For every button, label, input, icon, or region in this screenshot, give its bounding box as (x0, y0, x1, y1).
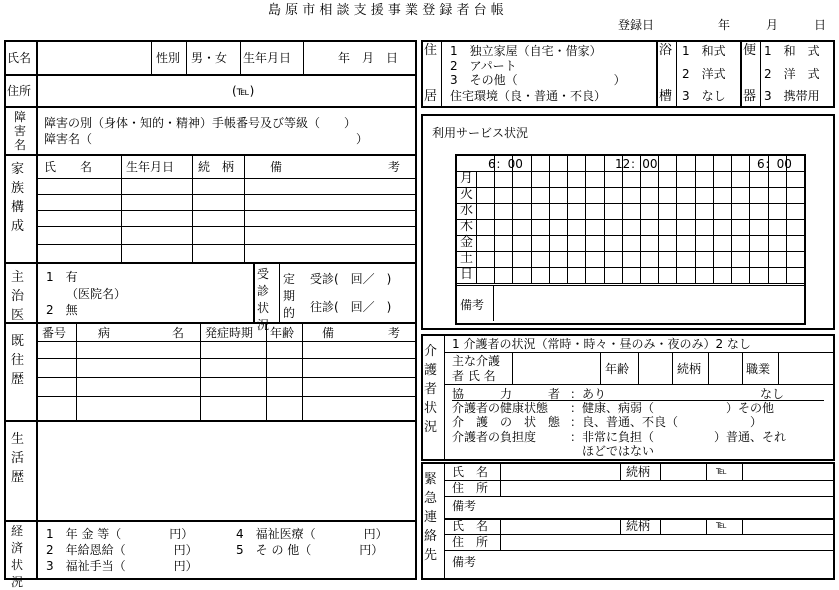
schedule-row[interactable] (477, 220, 803, 235)
history-col-age: 年齢 (270, 326, 295, 340)
emergency2-tel-label: ℡ (716, 520, 727, 531)
housing-option-other[interactable]: 3 その他（ ） (450, 73, 626, 87)
doctor-option-yes[interactable]: 1 有 (46, 270, 78, 284)
emergency2-relation-label: 続柄 (626, 519, 651, 533)
disability-name-line[interactable]: 障害名（ ） (44, 132, 369, 146)
outpatient-visits[interactable]: 受診( 回／ ) (310, 272, 392, 286)
address-tel[interactable]: (℡) (232, 84, 255, 98)
caregiver-health-value[interactable]: ：健康、病弱（ ）その他 (570, 401, 775, 415)
economy-welfare-medical[interactable]: 4 福祉医療（ 円） (236, 527, 388, 541)
registration-date-label: 登録日 (618, 18, 655, 32)
day-label: 水 (460, 203, 474, 218)
emergency-label: 緊急連絡先 (424, 472, 438, 563)
birthdate-label: 生年月日 (243, 51, 292, 65)
day-label: 火 (460, 187, 474, 202)
disability-label-text: 障害名 (13, 110, 26, 152)
economy-annuity[interactable]: 2 年給恩給（ 円） (46, 543, 198, 557)
gender-options[interactable]: 男・女 (191, 51, 228, 65)
family-col-relation: 続 柄 (198, 160, 235, 174)
registration-date-field[interactable]: 年 月 日 (718, 18, 827, 32)
schedule-row[interactable] (477, 252, 803, 267)
emergency1-address-label: 住 所 (452, 481, 489, 495)
family-col-name: 氏 名 (44, 160, 93, 174)
day-label: 日 (460, 267, 474, 282)
caregiver-burden-label: 介護者の負担度 (452, 430, 537, 444)
history-col-disease-a: 病 (98, 326, 111, 340)
bath-option-western[interactable]: 2 洋式 (682, 67, 726, 81)
doctor-label: 主治医 (11, 270, 25, 323)
bath-label-top: 浴 (659, 43, 673, 58)
family-col-birth: 生年月日 (126, 160, 175, 174)
life-history-label: 生活歴 (11, 432, 25, 485)
family-label: 家族構成 (11, 162, 25, 234)
history-col-no: 番号 (42, 326, 67, 340)
grid-line (457, 285, 804, 286)
emergency1-relation-label: 続柄 (626, 465, 651, 479)
bath-label-bottom: 槽 (659, 89, 673, 104)
housing-label-top: 住 (424, 43, 438, 58)
doctor-option-no[interactable]: 2 無 (46, 303, 78, 317)
birthdate-field[interactable]: 年 月 日 (338, 51, 399, 65)
caregiver-age-label: 年齢 (605, 362, 630, 376)
housing-option-apartment[interactable]: 2 アパート (450, 59, 517, 73)
economy-pension[interactable]: 1 年 金 等（ 円） (46, 527, 194, 541)
grid-line (493, 285, 494, 321)
toilet-option-portable[interactable]: 3 携帯用 (764, 89, 820, 103)
schedule-row[interactable] (477, 204, 803, 219)
history-col-disease-b: 名 (172, 326, 185, 340)
toilet-option-japanese[interactable]: 1 和 式 (764, 44, 820, 58)
housing-option-house[interactable]: 1 独立家屋（自宅・借家） (450, 44, 602, 58)
grid-line (457, 283, 804, 284)
care-state-label: 介 護 の 状 態 (452, 415, 561, 429)
emergency2-note-label: 備考 (452, 555, 477, 569)
toilet-label-bottom: 器 (743, 89, 757, 104)
caregiver-health-label: 介護者の健康状態 (452, 401, 549, 415)
economy-label: 経済状況 (11, 524, 24, 589)
doctor-clinic-name[interactable]: （医院名） (66, 287, 127, 301)
gender-label: 性別 (156, 51, 181, 65)
day-label: 土 (460, 251, 474, 266)
disability-type-line[interactable]: 障害の別（身体・知的・精神）手帳番号及び等級（ ） (44, 116, 357, 130)
regular-visit-label: 定期的 (283, 272, 296, 320)
schedule-row[interactable] (477, 268, 803, 283)
care-state-value[interactable]: ：良、普通、不良（ ） (570, 415, 763, 429)
emergency2-name-label: 氏 名 (452, 519, 489, 533)
history-label: 既往歴 (11, 334, 25, 387)
housing-label-bottom: 居 (424, 89, 438, 104)
cooperator-none[interactable]: なし (760, 387, 785, 401)
schedule-row[interactable] (477, 236, 803, 251)
bath-option-japanese[interactable]: 1 和式 (682, 44, 726, 58)
page-title: 島 原 市 相 談 支 援 事 業 登 録 者 台 帳 (268, 3, 504, 18)
toilet-label-top: 便 (743, 43, 757, 58)
housing-environment[interactable]: 住宅環境（良・普通・不良） (450, 89, 607, 103)
emergency1-name-label: 氏 名 (452, 465, 489, 479)
home-visits[interactable]: 往診( 回／ ) (310, 300, 392, 314)
caregiver-burden-value-cont[interactable]: ほどではない (582, 444, 655, 458)
schedule-row[interactable] (477, 172, 803, 187)
bath-option-none[interactable]: 3 なし (682, 89, 726, 103)
time-label-noon: 12：00 (615, 157, 658, 171)
day-label: 金 (460, 235, 474, 250)
family-col-note-a: 備 (270, 160, 283, 174)
visit-status-label: 受診状況 (257, 267, 270, 332)
cooperator-value[interactable]: ：あり (570, 387, 607, 401)
emergency2-address-label: 住 所 (452, 535, 489, 549)
emergency1-note-label: 備考 (452, 499, 477, 513)
emergency1-tel-label: ℡ (716, 466, 727, 477)
services-note-label: 備考 (460, 298, 485, 312)
schedule-row[interactable] (477, 188, 803, 203)
caregiver-name-label-b: 者 氏 名 (452, 369, 496, 383)
cooperator-label: 協 力 者 (452, 387, 561, 401)
caregiver-status[interactable]: 1 介護者の状況（常時・時々・昼のみ・夜のみ）2 なし (452, 337, 751, 351)
caregiver-relation-label: 続柄 (677, 362, 702, 376)
history-col-note-b: 考 (388, 326, 401, 340)
toilet-option-western[interactable]: 2 洋 式 (764, 67, 820, 81)
family-col-note-b: 考 (388, 160, 401, 174)
day-label: 月 (460, 171, 474, 186)
disability-label (13, 110, 27, 152)
time-label-evening: 6：00 (757, 157, 792, 171)
address-label: 住所 (7, 84, 32, 98)
day-label: 木 (460, 219, 474, 234)
history-col-note-a: 備 (322, 326, 335, 340)
name-label: 氏名 (7, 51, 32, 65)
caregiver-name-label-a: 主な介護 (452, 354, 501, 368)
caregiver-burden-value[interactable]: ：非常に負担（ ）普通、それ (570, 430, 787, 444)
caregiver-job-label: 職業 (746, 362, 771, 376)
caregiver-label: 介護者状況 (424, 344, 438, 435)
economy-other[interactable]: 5 そ の 他（ 円） (236, 543, 384, 557)
services-title: 利用サービス状況 (432, 126, 529, 140)
time-label-morning: 6：00 (488, 157, 523, 171)
life-history-field[interactable] (38, 422, 415, 518)
economy-welfare-allowance[interactable]: 3 福祉手当（ 円） (46, 559, 198, 573)
history-col-onset: 発症時期 (205, 326, 254, 340)
